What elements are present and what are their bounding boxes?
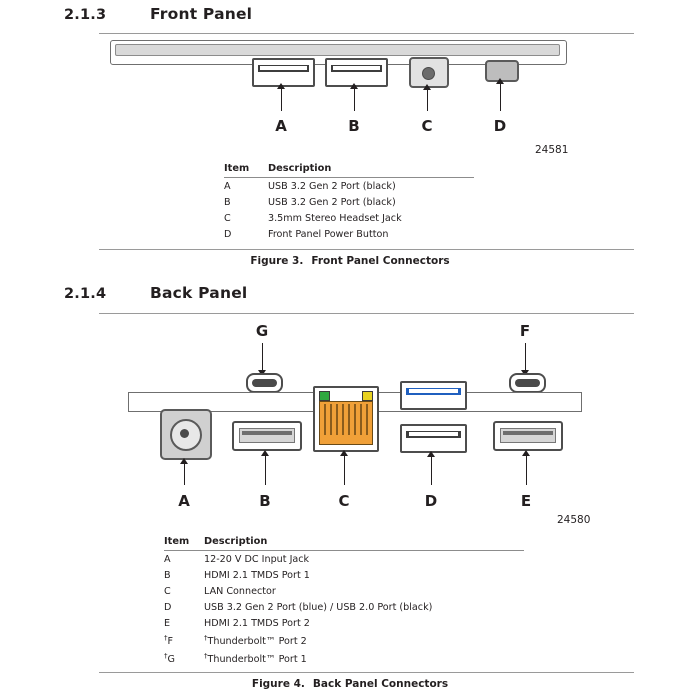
table-row	[224, 226, 474, 242]
back-usb-port-black	[400, 424, 467, 453]
cell-item: B	[224, 196, 231, 208]
back-hdmi-port-1	[232, 421, 302, 451]
cell-item: C	[164, 585, 171, 597]
callout-back-d: D	[424, 492, 438, 510]
table-header-row	[224, 161, 474, 178]
table-row	[164, 615, 524, 631]
figure-caption-back	[0, 678, 700, 690]
hdmi-tongue	[242, 431, 292, 435]
typec-cavity	[515, 379, 540, 387]
leader-line-back-b	[265, 452, 266, 485]
callout-back-g: G	[255, 322, 269, 340]
cell-description: 12-20 V DC Input Jack	[204, 553, 310, 565]
usb-tongue	[333, 66, 380, 70]
cell-item: A	[224, 180, 231, 192]
dagger-mark: †	[204, 651, 208, 660]
table-row	[224, 178, 474, 195]
section-title: Back Panel	[150, 284, 248, 302]
usb-tongue	[409, 432, 458, 436]
usb-tongue	[409, 389, 458, 393]
cell-description: Front Panel Power Button	[268, 228, 389, 240]
table-row	[164, 567, 524, 583]
typec-cavity	[252, 379, 277, 387]
table-row	[164, 551, 524, 568]
leader-arrow-back-d	[427, 451, 435, 457]
figure-bottom-rule-back	[99, 672, 634, 673]
section-number: 2.1.3	[64, 7, 107, 23]
dagger-mark: †	[204, 633, 208, 642]
leader-arrow-back-b	[261, 450, 269, 456]
back-thunderbolt-port-1	[246, 373, 283, 393]
leader-arrow-b	[350, 83, 358, 89]
section-heading-front-panel	[64, 5, 252, 23]
lan-led-green	[319, 391, 330, 401]
cell-item: †F	[164, 633, 174, 647]
back-dc-input-jack	[160, 409, 212, 460]
cell-description: USB 3.2 Gen 2 Port (black)	[268, 180, 396, 192]
callout-front-b: B	[348, 117, 360, 135]
callout-back-b: B	[259, 492, 271, 510]
callout-front-d: D	[493, 117, 507, 135]
hdmi-tongue	[503, 431, 553, 435]
leader-arrow-back-a	[180, 458, 188, 464]
table-row	[164, 599, 524, 615]
cell-item: B	[164, 569, 171, 581]
usb-tongue	[260, 66, 307, 70]
table-row	[164, 649, 524, 667]
lan-led-yellow	[362, 391, 373, 401]
leader-line-back-d	[431, 453, 432, 485]
cell-description: HDMI 2.1 TMDS Port 1	[204, 569, 310, 581]
dc-jack-pin	[180, 429, 189, 438]
cell-item: C	[224, 212, 231, 224]
leader-arrow-back-e	[522, 450, 530, 456]
callout-back-f: F	[519, 322, 531, 340]
column-header-description: Description	[204, 534, 524, 551]
table-row	[224, 210, 474, 226]
callout-back-c: C	[338, 492, 350, 510]
figure-caption-label: Figure 3.	[250, 255, 304, 267]
column-header-item: Item	[164, 534, 204, 551]
leader-line-f	[525, 343, 526, 371]
cell-description: 3.5mm Stereo Headset Jack	[268, 212, 402, 224]
figure-top-rule-back	[99, 313, 634, 314]
table-row	[224, 194, 474, 210]
lan-cavity	[319, 401, 373, 445]
figure-code-back: 24580	[557, 514, 591, 526]
figure-caption-text: Front Panel Connectors	[311, 255, 450, 267]
figure-bottom-rule	[99, 249, 634, 250]
section-number: 2.1.4	[64, 286, 107, 302]
cell-item: †G	[164, 651, 175, 665]
figure-caption-label: Figure 4.	[251, 678, 305, 690]
front-panel-legend-table	[224, 161, 474, 242]
figure-top-rule	[99, 33, 634, 34]
leader-arrow-d	[496, 78, 504, 84]
section-title: Front Panel	[150, 5, 253, 23]
leader-arrow-c	[423, 84, 431, 90]
dagger-mark: †	[164, 633, 168, 642]
front-panel-bezel-strip	[115, 44, 560, 56]
leader-line-back-c	[344, 452, 345, 485]
leader-line-g	[262, 343, 263, 371]
leader-line-back-e	[526, 452, 527, 485]
table-header-row	[164, 534, 524, 551]
cell-item: D	[224, 228, 232, 240]
section-heading-back-panel	[64, 284, 247, 302]
callout-back-e: E	[520, 492, 532, 510]
cell-item: E	[164, 617, 171, 629]
jack-hole	[422, 67, 435, 80]
back-thunderbolt-port-2	[509, 373, 546, 393]
callout-front-a: A	[275, 117, 287, 135]
leader-arrow-back-c	[340, 450, 348, 456]
leader-line-d	[500, 80, 501, 111]
callout-back-a: A	[178, 492, 190, 510]
table-row	[164, 583, 524, 599]
column-header-item: Item	[224, 161, 268, 178]
cell-item: D	[164, 601, 172, 613]
back-panel-legend-table	[164, 534, 524, 667]
figure-code-front: 24581	[535, 144, 569, 156]
back-usb-port-blue	[400, 381, 467, 410]
cell-description: USB 3.2 Gen 2 Port (black)	[268, 196, 396, 208]
back-lan-connector	[313, 386, 379, 452]
cell-description: USB 3.2 Gen 2 Port (blue) / USB 2.0 Port (black)	[204, 601, 433, 613]
column-header-description: Description	[268, 161, 474, 178]
table-row	[164, 631, 524, 649]
dagger-mark: †	[164, 651, 168, 660]
cell-description: HDMI 2.1 TMDS Port 2	[204, 617, 310, 629]
figure-caption-text: Back Panel Connectors	[312, 678, 449, 690]
cell-description: †Thunderbolt™ Port 2	[204, 633, 307, 647]
figure-caption-front	[0, 255, 700, 267]
leader-arrow-a	[277, 83, 285, 89]
cell-description: LAN Connector	[204, 585, 276, 597]
cell-item: A	[164, 553, 171, 565]
callout-front-c: C	[421, 117, 433, 135]
cell-description: †Thunderbolt™ Port 1	[204, 651, 307, 665]
back-hdmi-port-2	[493, 421, 563, 451]
